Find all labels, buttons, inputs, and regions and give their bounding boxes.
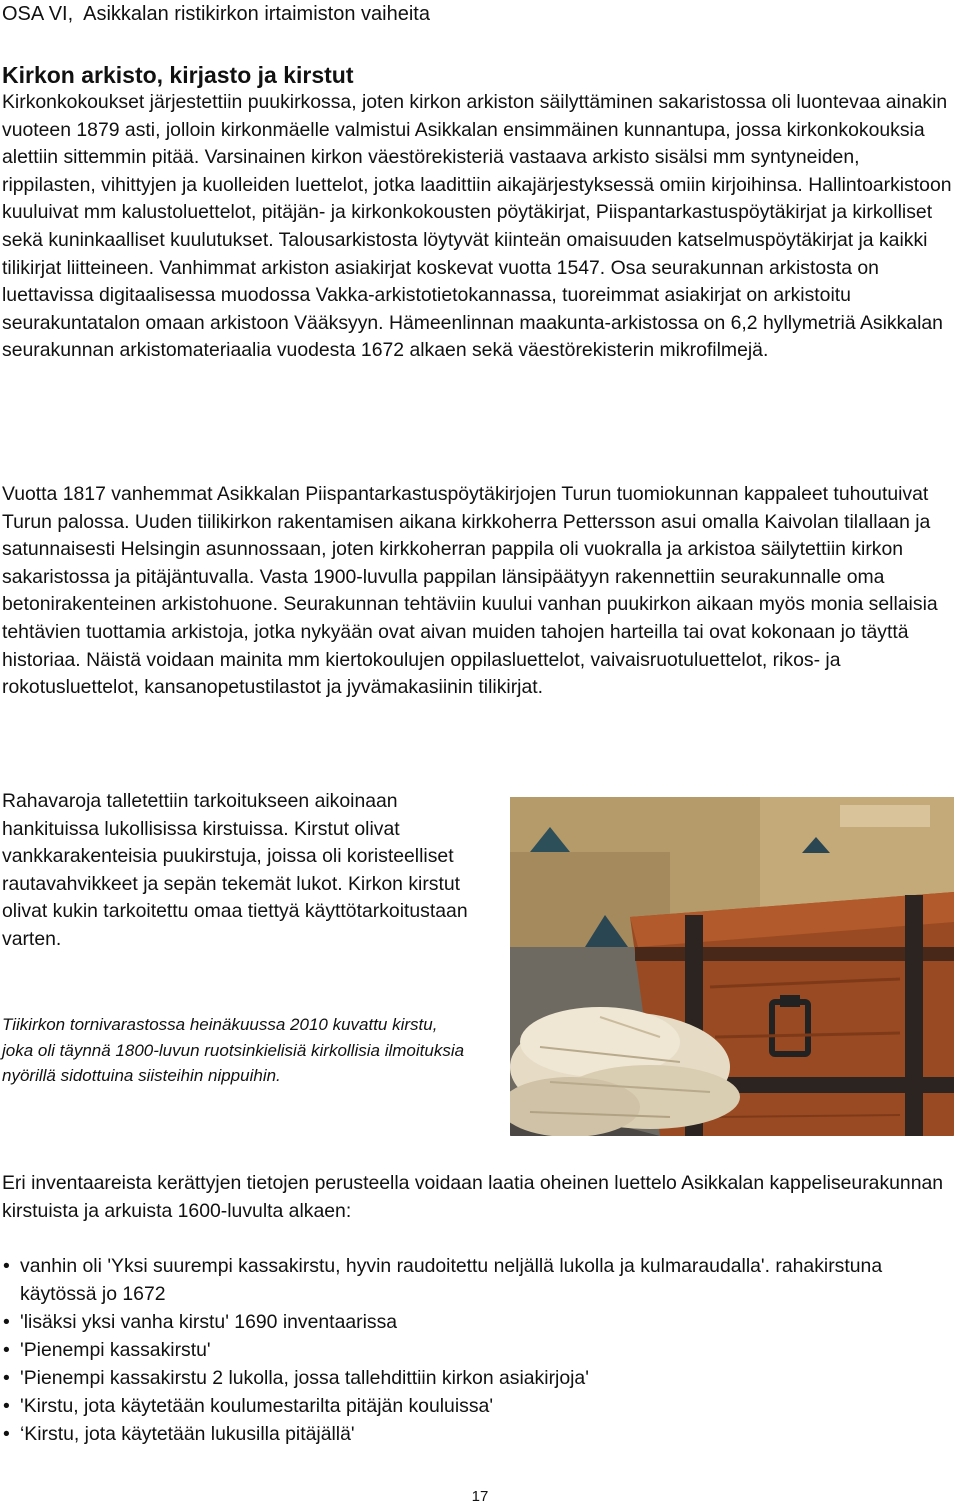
bullet-icon: • — [3, 1311, 10, 1333]
list-item-text: 'Pienempi kassakirstu 2 lukolla, jossa tallehdittiin kirkon asiakirjoja' — [20, 1367, 589, 1389]
list-item-text: 'Kirstu, jota käytetään koulumestarilta pitäjän kouluissa' — [20, 1395, 494, 1417]
paragraph-history: Vuotta 1817 vanhemmat Asikkalan Piispantarkastuspöytäkirjojen Turun tuomiokunnan kappaleet tuhoutuivat Turun palossa. Uuden tiilikirkon rakentamisen aikana kirkkoherra Pettersson asui omalla Kaivolan tilallaan ja satunnaisesti Helsingin asunnossaan, joten kirkkoherran pappila oli vuokralla ja arkistoa säilytettiin kirkon sakaristossa ja pitäjäntuvalla. Vasta 1900-luvulla pappilan länsipäätyyn rakennettiin seurakunnalle oma betonirakenteinen arkistohuone. Seurakunnan tehtäviin kuului vanhan puukirkon aikaan myös monia sellaisia tehtävien tuottamia arkistoja, jotka nykyään ovat aivan muiden tahojen harteilla tai ovat kokonaan jo täyttä historiaa. Näistä voidaan mainita mm kiertokoulujen oppilasluettelot, vaivaisruotuluettelot, rikos- ja rokotusluettelot, kansanopetustilastot ja jyvämakasiinin tilikirjat. — [2, 483, 938, 699]
bullet-icon: • — [3, 1339, 10, 1361]
bullet-icon: • — [3, 1255, 10, 1277]
paragraph-inventory-intro: Eri inventaareista kerättyjen tietojen perusteella voidaan laatia oheinen luettelo Asikkalan kappeliseurakunnan kirstuista ja arkuista 1600-luvulta alkaen: — [2, 1172, 944, 1222]
paragraph-chests: Rahavaroja talletettiin tarkoitukseen aikoinaan hankituissa lukollisissa kirstuissa. Kirstut olivat vankkarakenteisia puukirstuja, joissa oli koristeelliset rautavahvikkeet ja sepän tekemät lukot. Kirkon kirstut olivat kukin tarkoitettu omaa tiettyä käyttötarkoitustaan varten. — [2, 790, 468, 950]
list-item — [0, 1336, 955, 1364]
list-item-text: ‘Kirstu, jota käytetään lukusilla pitäjällä' — [20, 1423, 355, 1445]
page-header: OSA VI, Asikkalan ristikirkon irtaimiston vaiheita — [2, 3, 430, 25]
list-item — [0, 1308, 955, 1336]
page-number: 17 — [471, 1488, 489, 1505]
bullet-icon: • — [3, 1367, 10, 1389]
list-item-text: 'lisäksi yksi vanha kirstu' 1690 inventaarissa — [20, 1311, 398, 1333]
section-heading: Kirkon arkisto, kirjasto ja kirstut — [2, 62, 354, 88]
chest-photo — [510, 797, 954, 1136]
list-item — [0, 1392, 955, 1420]
list-item-text: vanhin oli 'Yksi suurempi kassakirstu, hyvin raudoitettu neljällä lukolla ja kulmaraudalla'. rahakirstuna käytössä jo 1672 — [20, 1255, 883, 1305]
list-item — [0, 1364, 955, 1392]
list-item — [0, 1252, 955, 1308]
bullet-icon: • — [3, 1423, 10, 1445]
photo-caption: Tiikirkon tornivarastossa heinäkuussa 2010 kuvattu kirstu, joka oli täynnä 1800-luvun ruotsinkielisiä kirkollisia ilmoituksia nyörillä sidottuina siisteihin nippuihin. — [2, 1015, 465, 1086]
paragraph-archive: Kirkonkokoukset järjestettiin puukirkossa, joten kirkon arkiston säilyttäminen sakaristossa oli luontevaa ainakin vuoteen 1879 asti, jolloin kirkonmäelle valmistui Asikkalan ensimmäinen kunnantupa, jossa kirkonkokouksia alettiin sittemmin pitää. Varsinainen kirkon väestörekisteriä vastaava arkisto sisälsi mm syntyneiden, rippilasten, vihittyjen ja kuolleiden luettelot, jotka laadittiin aikajärjestyksessä omiin kirjoihinsa. Hallintoarkistoon kuuluivat mm kalustoluettelot, pitäjän- ja kirkonkokousten pöytäkirjat, Piispantarkastuspöytäkirjat ja kirkolliset sekä kuninkaalliset kuulutukset. Talousarkistosta löytyvät kiinteän omaisuuden katselmuspöytäkirjat ja kaikki tilikirjat liitteineen. Vanhimmat arkiston asiakirjat koskevat vuotta 1547. Osa seurakunnan arkistosta on luettavissa digitaalisessa muodossa Vakka-arkistotietokannassa, tuoreimmat asiakirjat on arkistoitu seurakuntatalon omaan arkistoon Vääksyyn. Hämeenlinnan maakunta-arkistossa on 6,2 hyllymetriä Asikkalan seurakunnan arkistomateriaalia vuodesta 1672 alkaen sekä väestörekisterin mikrofilmejä. — [2, 91, 952, 362]
chest-list — [0, 1252, 955, 1448]
list-item-text: 'Pienempi kassakirstu' — [20, 1339, 211, 1361]
list-item — [0, 1420, 955, 1448]
bullet-icon: • — [3, 1395, 10, 1417]
